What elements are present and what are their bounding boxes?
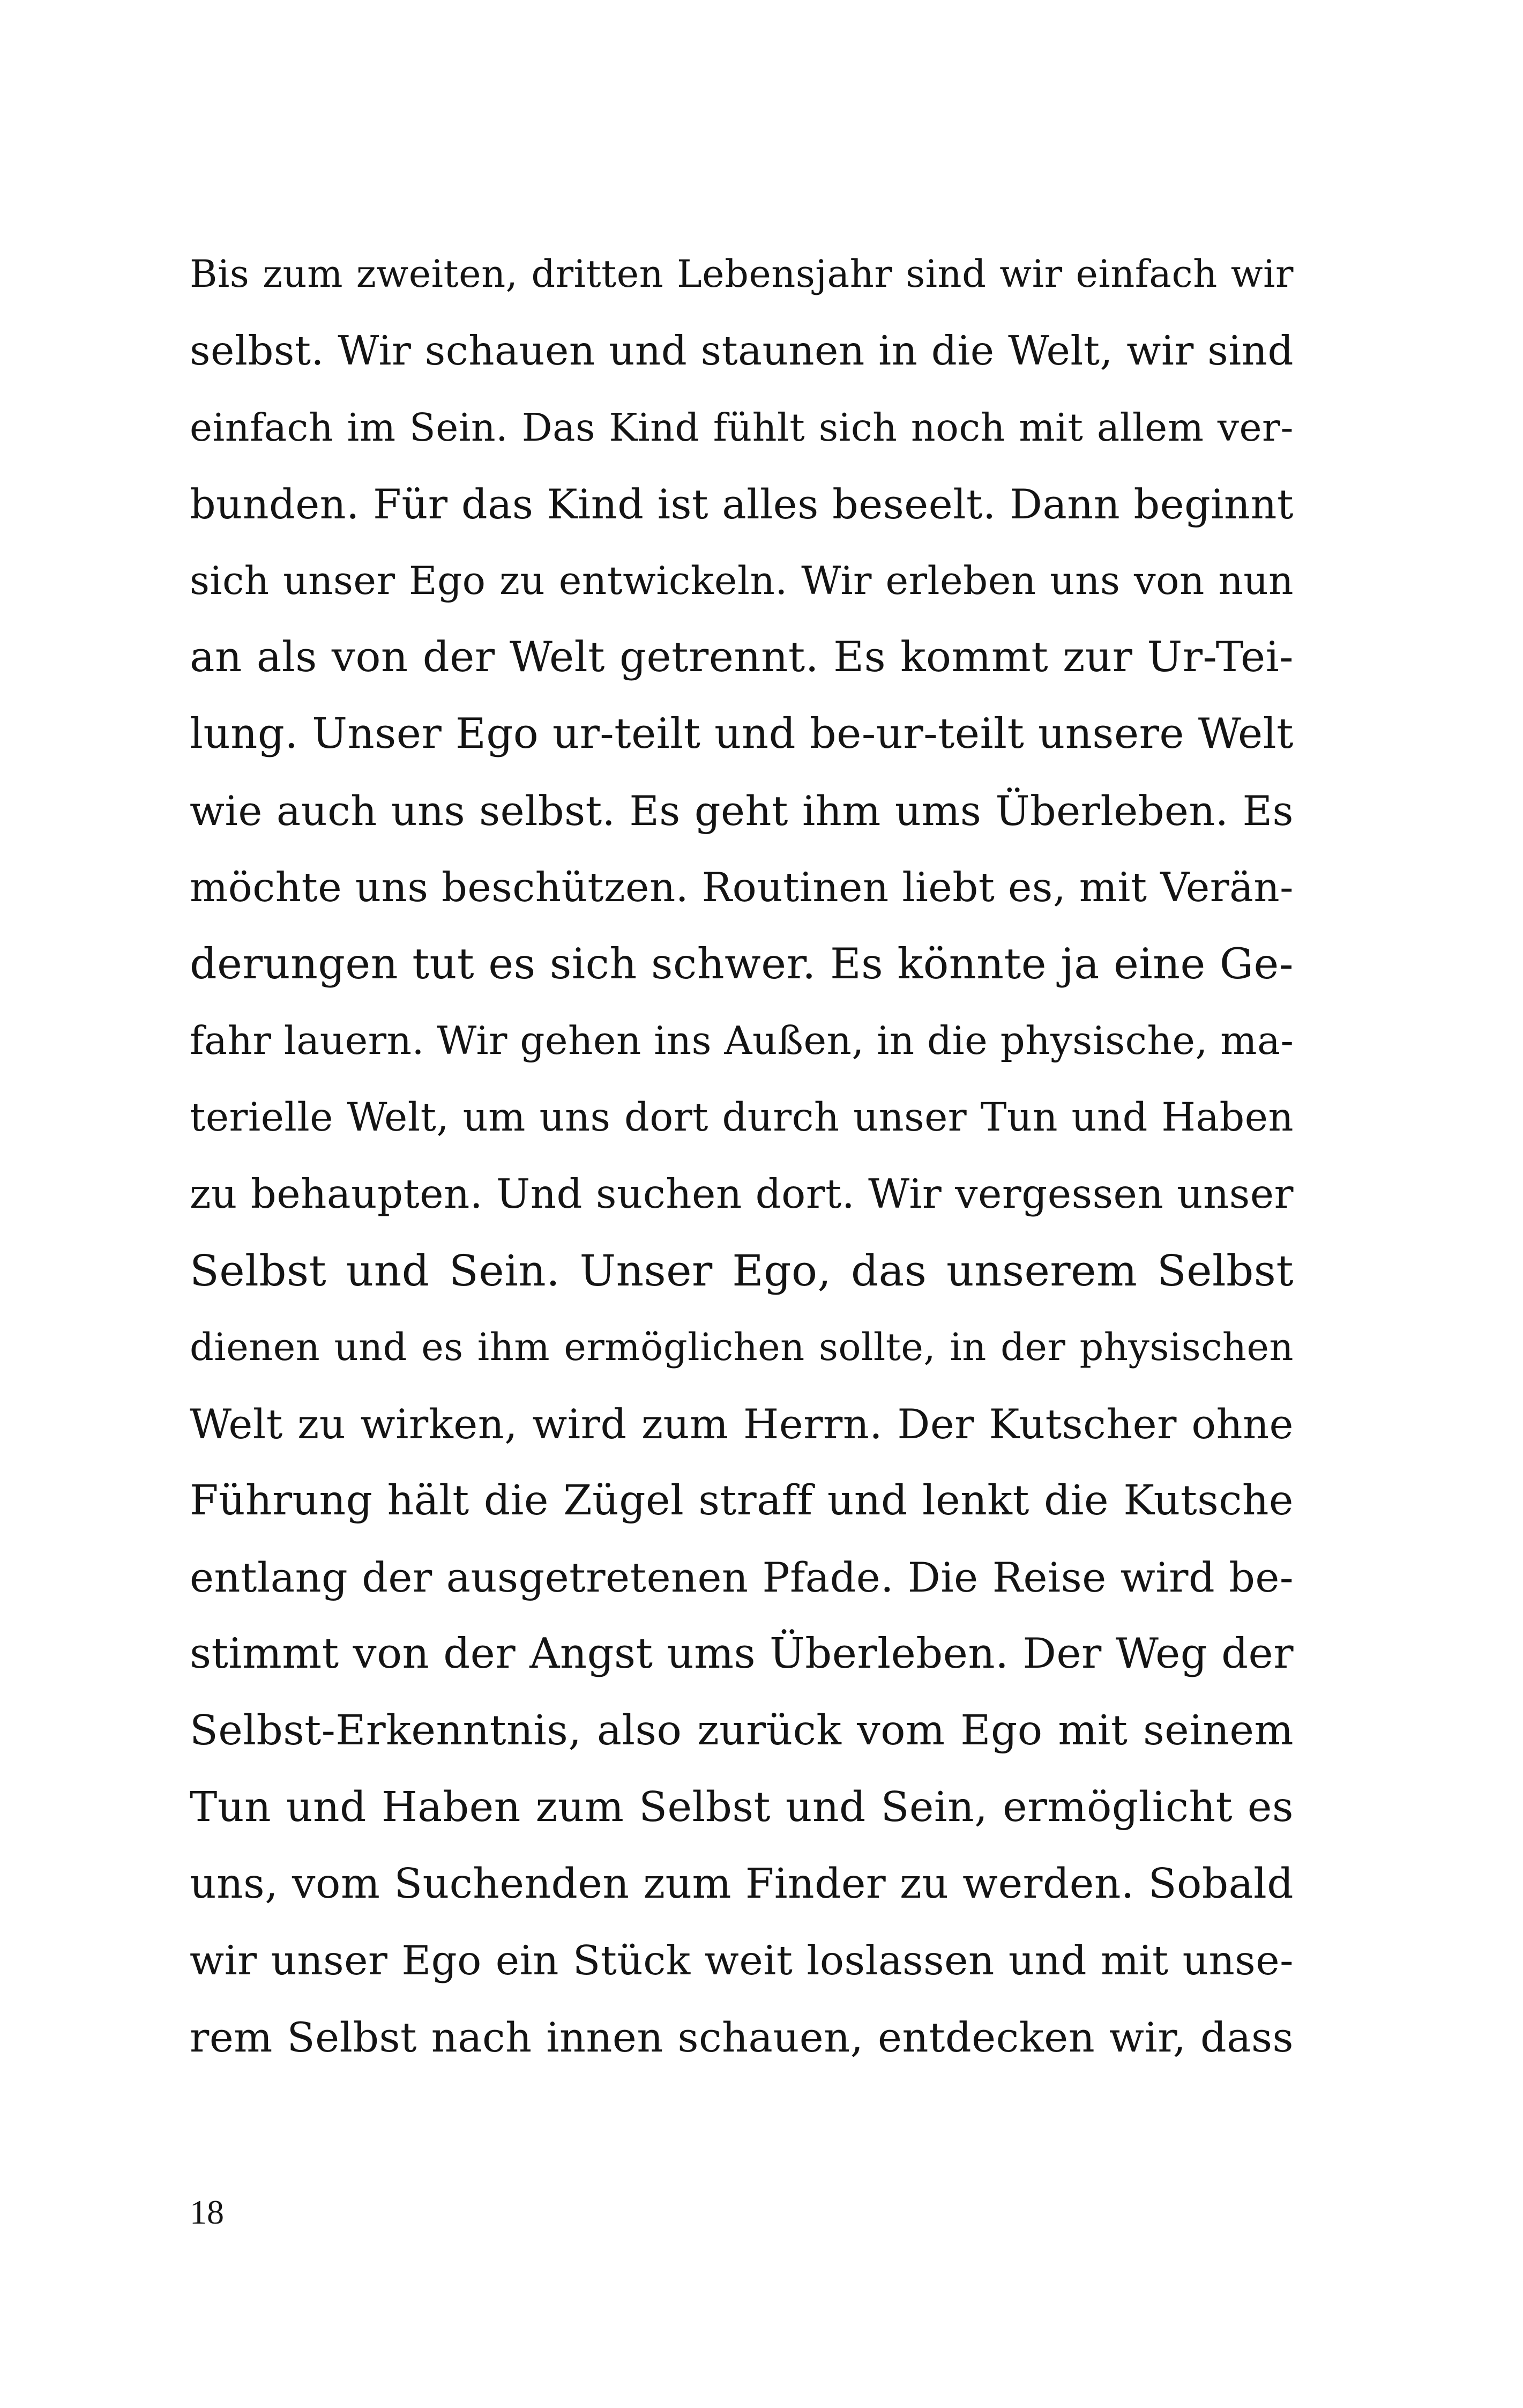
text-line: derungen tut es sich schwer. Es könnte ja eine Ge-	[190, 939, 1294, 989]
text-line: dienen und es ihm ermöglichen sollte, in der physischen	[190, 1325, 1294, 1369]
text-line: terielle Welt, um uns dort durch unser Tun und Haben	[190, 1095, 1294, 1140]
text-line: selbst. Wir schauen und staunen in die Welt, wir sind	[190, 327, 1294, 374]
text-line: einfach im Sein. Das Kind fühlt sich noch mit allem ver-	[190, 405, 1294, 450]
text-line: Bis zum zweiten, dritten Lebensjahr sind wir einfach wir	[190, 252, 1294, 296]
text-line: bunden. Für das Kind ist alles beseelt. Dann beginnt	[190, 480, 1294, 528]
text-line: sich unser Ego zu entwickeln. Wir erleben uns von nun	[190, 558, 1294, 603]
text-line: wie auch uns selbst. Es geht ihm ums Überleben. Es	[190, 787, 1294, 835]
text-line: möchte uns beschützen. Routinen liebt es, mit Verän-	[190, 864, 1294, 911]
text-line: fahr lauern. Wir gehen ins Außen, in die physische, ma-	[190, 1018, 1294, 1063]
text-line: entlang der ausgetretenen Pfade. Die Reise wird be-	[190, 1554, 1294, 1601]
text-line: wir unser Ego ein Stück weit loslassen und mit unse-	[190, 1937, 1294, 1984]
text-line: Tun und Haben zum Selbst und Sein, ermöglicht es	[190, 1783, 1294, 1831]
text-line: zu behaupten. Und suchen dort. Wir vergessen unser	[190, 1170, 1294, 1217]
text-line: Selbst-Erkenntnis, also zurück vom Ego mit seinem	[190, 1707, 1294, 1755]
text-line: uns, vom Suchenden zum Finder zu werden. Sobald	[190, 1860, 1294, 1908]
text-line: Selbst und Sein. Unser Ego, das unserem Selbst	[190, 1246, 1294, 1296]
text-line: Welt zu wirken, wird zum Herrn. Der Kutscher ohne	[190, 1400, 1294, 1448]
text-line: lung. Unser Ego ur-teilt und be-ur-teilt unsere Welt	[190, 710, 1294, 758]
text-line: stimmt von der Angst ums Überleben. Der Weg der	[190, 1630, 1294, 1678]
text-line: an als von der Welt getrennt. Es kommt zur Ur-Tei-	[190, 633, 1294, 681]
body-text	[190, 236, 1294, 2076]
text-line: Führung hält die Zügel straff und lenkt die Kutsche	[190, 1477, 1294, 1525]
page-number: 18	[190, 2193, 224, 2231]
text-line: rem Selbst nach innen schauen, entdecken wir, dass	[190, 2013, 1294, 2061]
